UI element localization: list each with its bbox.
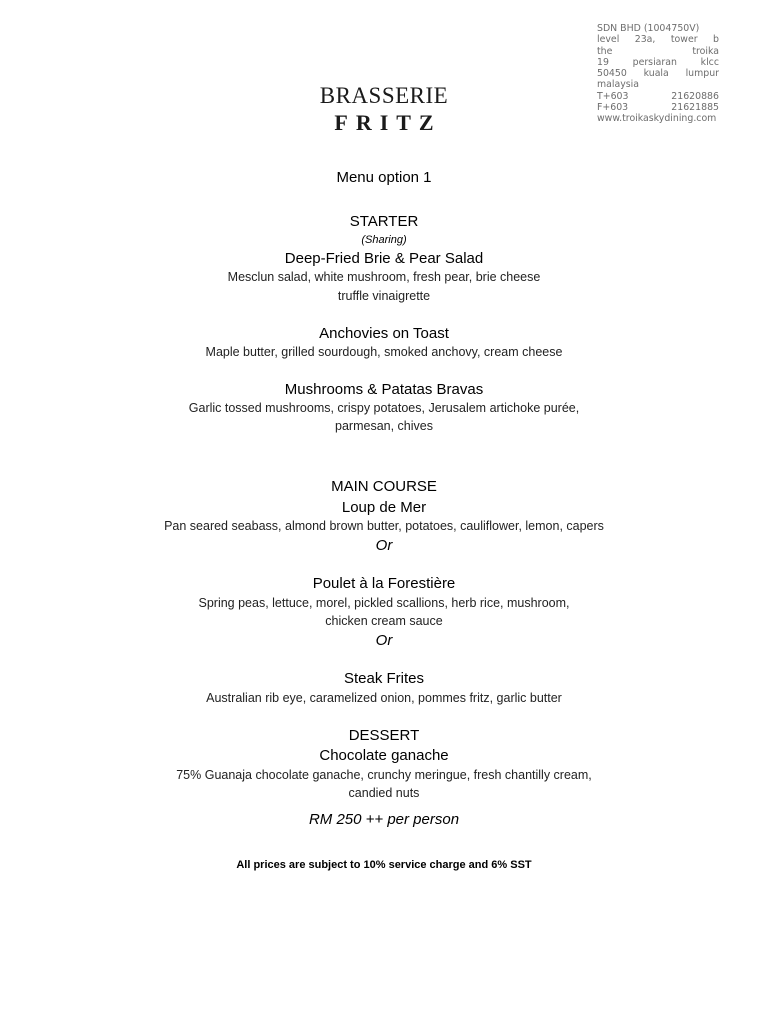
dish-description: parmesan, chives <box>335 419 433 433</box>
dish-name: Loup de Mer <box>341 499 427 516</box>
logo-line-fritz: FRITZ <box>334 110 442 135</box>
website: www.troikaskydining.com <box>597 113 717 125</box>
address-line: 19 persiaran klcc <box>597 56 719 68</box>
dessert-heading: DESSERT <box>348 727 420 744</box>
dish-description: Australian rib eye, caramelized onion, pommes fritz, garlic butter <box>206 691 562 705</box>
starter-heading: STARTER <box>349 213 419 230</box>
starter-note: (Sharing) <box>361 234 407 246</box>
dish-name: Deep-Fried Brie & Pear Salad <box>284 250 484 267</box>
dish-description: Pan seared seabass, almond brown butter, potatoes, cauliflower, lemon, capers <box>164 519 604 533</box>
dish-description: 75% Guanaja chocolate ganache, crunchy meringue, fresh chantilly cream, <box>176 768 592 782</box>
dish-name: Steak Frites <box>343 670 425 687</box>
dish-description: Mesclun salad, white mushroom, fresh pear, brie cheese <box>227 270 541 284</box>
address-line: the troika <box>597 45 719 57</box>
price-note: All prices are subject to 10% service charge and 6% SST <box>236 859 532 871</box>
fax-number: F+603 21621885 <box>597 102 719 114</box>
dish-name: Anchovies on Toast <box>319 325 449 342</box>
menu-title: Menu option 1 <box>336 169 432 186</box>
price-per-person: RM 250 ++ per person <box>308 811 460 828</box>
dish-name: Chocolate ganache <box>319 747 449 764</box>
dish-name: Mushrooms & Patatas Bravas <box>284 381 484 398</box>
dish-description: Spring peas, lettuce, morel, pickled scallions, herb rice, mushroom, <box>198 596 570 610</box>
address-line: 50450 kuala lumpur <box>597 68 719 80</box>
main-course-heading: MAIN COURSE <box>331 478 437 495</box>
logo-line-brasserie: BRASSERIE <box>319 83 449 108</box>
phone-number: T+603 21620886 <box>597 90 719 102</box>
dish-description: Garlic tossed mushrooms, crispy potatoes, Jerusalem artichoke purée, <box>188 401 580 415</box>
dish-description: Maple butter, grilled sourdough, smoked anchovy, cream cheese <box>205 345 563 359</box>
company-address-block <box>597 23 719 125</box>
or-separator: Or <box>375 537 393 554</box>
dish-description: candied nuts <box>348 786 420 800</box>
or-separator: Or <box>375 632 393 649</box>
brand-logo <box>300 83 468 137</box>
address-line: level 23a, tower b <box>597 34 719 46</box>
company-registration: SDN BHD (1004750V) <box>597 23 700 34</box>
dish-description: chicken cream sauce <box>325 614 443 628</box>
dish-name: Poulet à la Forestière <box>312 575 456 592</box>
dish-description: truffle vinaigrette <box>337 289 431 303</box>
address-line: malaysia <box>597 79 640 91</box>
